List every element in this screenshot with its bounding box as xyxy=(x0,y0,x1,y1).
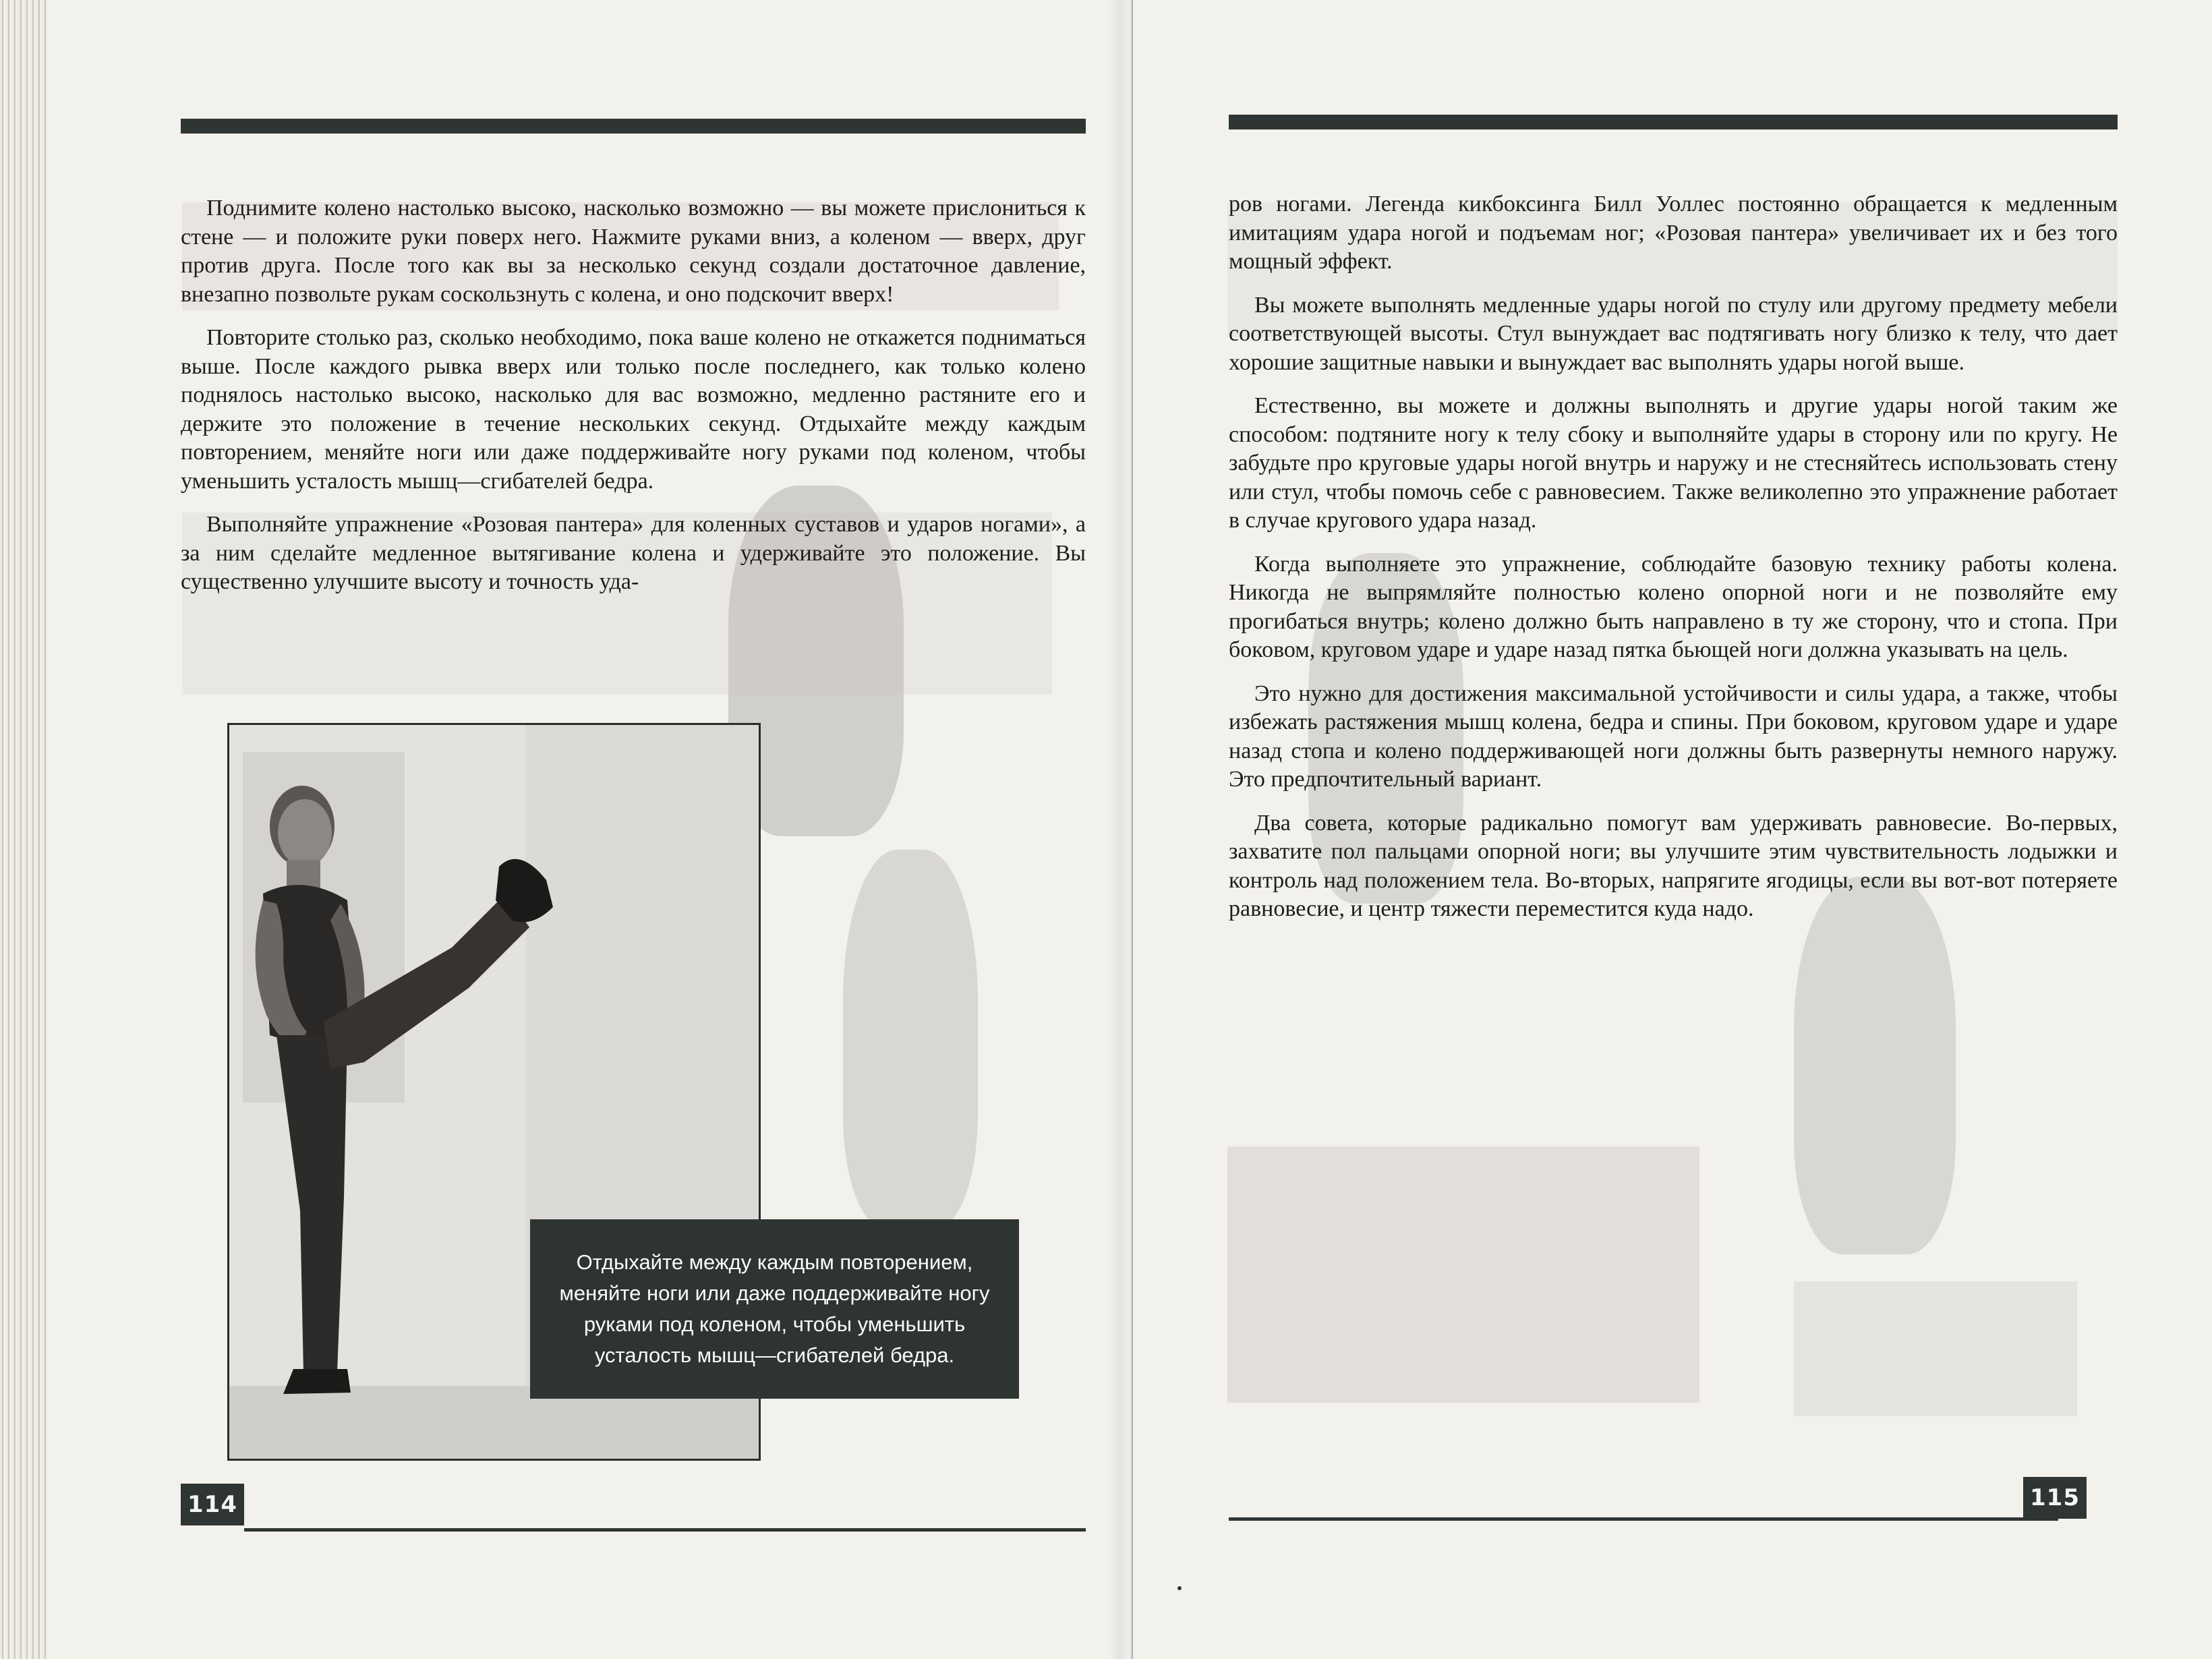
show-through-block xyxy=(1794,1281,2077,1416)
right-page xyxy=(1133,0,2212,1659)
show-through-block xyxy=(1227,1146,1699,1403)
page-number-text: 115 xyxy=(2030,1484,2080,1511)
paragraph: Повторите столько раз, сколько необходимо, пока ваше колено не откажется подниматься выше. После каждого рывка вверх или только после последнего, как только колено поднялось настолько высоко, насколько для вас возможно, медленно растяните его и держите это положение в течение нескольких секунд. Отдыхайте между каждым повторением, меняйте ноги или даже поддерживайте ногу руками под коленом, чтобы уменьшить усталость мышц—сгибателей бедра. xyxy=(181,325,1086,494)
header-rule xyxy=(1229,115,2118,129)
page-number xyxy=(181,1484,244,1525)
paragraph: Когда выполняете это упражнение, соблюдайте базовую технику работы колена. Никогда не выпрямляйте полностью колено опорной ноги и не позволяйте ему прогибаться внутрь; колено должно быть направлено в ту же сторону, что и стопа. При боковом, круговом ударе и ударе назад пятка бьющей ноги должна указывать на цель. xyxy=(1229,551,2118,662)
header-rule xyxy=(181,119,1086,134)
page-edges xyxy=(0,0,53,1659)
speck xyxy=(1177,1586,1182,1590)
caption-text: Отдыхайте между каждым повторением, меняйте ноги или даже поддерживайте ногу руками под коленом, чтобы уменьшить усталость мышц—сгибателей бедра. xyxy=(559,1250,990,1367)
page-number-text: 114 xyxy=(187,1491,237,1518)
footer-rule xyxy=(1229,1517,2058,1521)
footer-rule xyxy=(244,1528,1086,1532)
paragraph: Два совета, которые радикально помогут вам удерживать равновесие. Во-первых, захватите пол пальцами опорной ноги; вы улучшите этим чувствительность лодыжки и контроль над положением тела. Во-вторых, напрягите ягодицы, если вы вот-вот потеряете равновесие, и центр тяжести переместится куда надо. xyxy=(1229,810,2118,921)
paragraph: ров ногами. Легенда кикбоксинга Билл Уоллес постоянно обращается к медленным имитациям удара ногой и подъемам ног; «Розовая пантера» увеличивает их и без того мощный эффект. xyxy=(1229,192,2118,274)
paragraph: Вы можете выполнять медленные удары ногой по стулу или другому предмету мебели соответствующей высоты. Стул вынуждает вас подтягивать ногу близко к телу, что дает хорошие защитные навыки и вынуждает вас выполнять удары ногой выше. xyxy=(1229,292,2118,375)
photo-caption xyxy=(530,1219,1019,1399)
paragraph: Выполняйте упражнение «Розовая пантера» для коленных суставов и ударов ногами», а за ним сделайте медленное вытягивание колена и удерживайте это положение. Вы существенно улучшите высоту и точность уда- xyxy=(181,512,1086,594)
paragraph: Это нужно для достижения максимальной устойчивости и силы удара, а также, чтобы избежать растяжения мышц колена, бедра и спины. При боковом, круговом ударе и ударе назад стопа и колено поддерживающей ноги должны быть развернуты немного наружу. Это предпочтительный вариант. xyxy=(1229,680,2118,792)
paragraph: Поднимите колено настолько высоко, насколько возможно — вы можете прислониться к стене — и положите руки поверх него. Нажмите руками вниз, а коленом — вверх, друг против друга. После того как вы за несколько секунд создали достаточное давление, внезапно позвольте рукам соскользнуть с колена, и оно подскочит вверх! xyxy=(181,196,1086,307)
left-body-text xyxy=(181,194,1086,612)
show-through-figure xyxy=(843,850,978,1227)
right-body-text xyxy=(1229,190,2118,939)
page-number xyxy=(2023,1477,2087,1519)
paragraph: Естественно, вы можете и должны выполнять и другие удары ногой таким же способом: подтяните ногу к телу сбоку и выполняйте удары в сторону или по кругу. Не забудьте про круговые удары ногой внутрь и наружу и не стесняйтесь использовать стену или стул, чтобы помочь себе с равновесием. Также великолепно это упражнение работает в случае кругового удара назад. xyxy=(1229,393,2118,533)
left-page xyxy=(47,0,1126,1659)
